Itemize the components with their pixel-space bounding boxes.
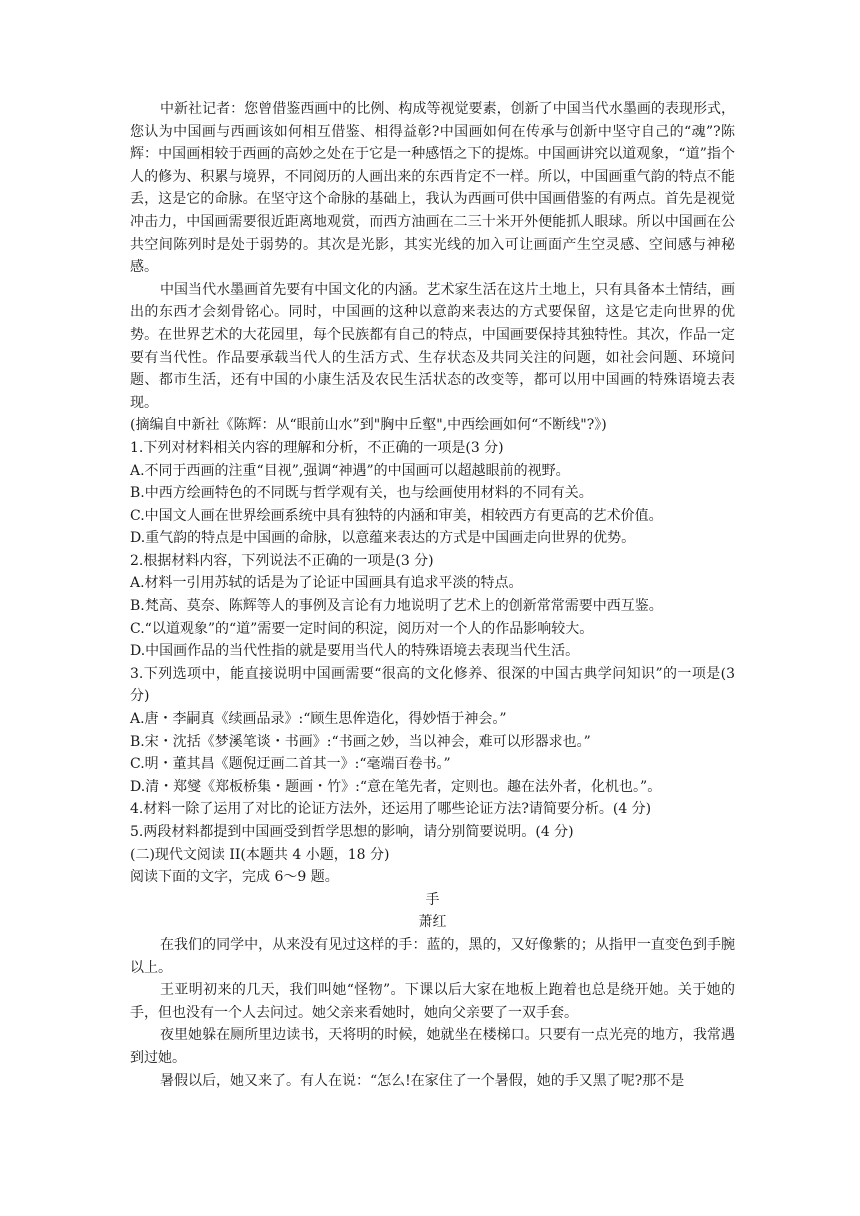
question-5: 5.两段材料都提到中国画受到哲学思想的影响，请分别简要说明。(4 分) [130,824,574,840]
material-paragraph-1: 中新社记者：您曾借鉴西画中的比例、构成等视觉要素，创新了中国当代水墨画的表现形式，您认为中国画与西画该如何相互借鉴、相得益彰?中国画如何在传承与创新中坚守自己的“魂”?陈辉：中国画相较于西画的高妙之处在于它是一种感悟之下的提炼。中国画讲究以道观象，“道”指个人的修为、积累与境界，不同阅历的人画出来的东西肯定不一样。所以，中国画重气韵的特点不能丢，这是它的命脉。在坚守这个命脉的基础上，我认为西画可供中国画借鉴的有两点。首先是视觉冲击力，中国画需要很近距离地观赏，而西方油画在二三十米开外便能抓人眼球。所以中国画在公共空间陈列时是处于弱势的。其次是光影，其实光线的加入可让画面产生空灵感、空间感与神秘感。 [130,101,735,276]
story-paragraph-3: 夜里她躲在厕所里边读书，天将明的时候，她就坐在楼梯口。只要有一点光亮的地方，我常遇到过她。 [130,1027,735,1066]
story-paragraph-1: 在我们的同学中，从来没有见过这样的手：蓝的，黑的，又好像紫的；从指甲一直变色到手腕以上。 [130,936,735,976]
document-page [130,98,735,1092]
question-3-option-b: B.宋・沈括《梦溪笔谈・书画》:“书画之妙，当以神会，难可以形器求也。” [130,733,591,750]
question-2-option-c: C.“以道观象”的“道”需要一定时间的积淀，阅历对一个人的作品影响较大。 [130,620,594,637]
question-1-stem: 1.下列对材料相关内容的理解和分析，不正确的一项是(3 分) [130,439,504,456]
story-author: 萧红 [418,914,447,931]
question-2-option-b: B.梵高、莫奈、陈辉等人的事例及言论有力地说明了艺术上的创新常常需要中西互鉴。 [130,598,663,615]
question-2-option-a: A.材料一引用苏轼的话是为了论证中国画具有追求平淡的特点。 [130,575,523,592]
question-2-stem: 2.根据材料内容，下列说法不正确的一项是(3 分) [130,552,434,569]
story-paragraph-2: 王亚明初来的几天，我们叫她“怪物”。下课以后大家在地板上跑着也总是绕开她。关于她的手，但也没有一个人去问过。她父亲来看她时，她向父亲要了一双手套。 [130,982,735,1021]
question-3-stem: 3.下列选项中，能直接说明中国画需要“很高的文化修养、很深的中国古典学问知识”的一项是(3 分) [130,665,735,705]
question-1-option-c: C.中国文人画在世界绘画系统中具有独特的内涵和审美，相较西方有更高的艺术价值。 [130,507,663,524]
question-1-option-a: A.不同于西画的注重“目视”,强调“神遇”的中国画可以超越眼前的视野。 [130,462,570,479]
material-paragraph-2: 中国当代水墨画首先要有中国文化的内涵。艺术家生活在这片土地上，只有具备本土情结，画出的东西才会刻骨铭心。同时，中国画的这种以意韵来表达的方式要保留，这是它走向世界的优势。在世界艺术的大花园里，每个民族都有自己的特点，中国画要保持其独特性。其次，作品一定要有当代性。作品要承载当代人的生活方式、生存状态及共同关注的问题，如社会问题、环境问题、都市生活，还有中国的小康生活及农民生活状态的改变等，都可以用中国画的特殊语境去表现。 [130,281,735,411]
story-title: 手 [425,891,440,908]
question-3-option-d: D.清・郑燮《郑板桥集・题画・竹》:“意在笔先者，定则也。趣在法外者，化机也。”。 [130,778,662,795]
question-2-option-d: D.中国画作品的当代性指的就是要用当代人的特殊语境去表现当代生活。 [130,643,580,660]
story-paragraph-4: 暑假以后，她又来了。有人在说：“怎么!在家住了一个暑假，她的手又黑了呢?那不是 [160,1072,685,1089]
source-note: (摘编自中新社《陈辉：从“眼前山水”到"胸中丘壑",中西绘画如何“不断线"?》) [130,417,607,434]
question-3-option-a: A.唐・李嗣真《续画品录》:“顾生思侔造化，得妙悟于神会。” [130,711,507,728]
section-2-heading: (二)现代文阅读 II(本题共 4 小题，18 分) [130,846,390,863]
section-2-instruction: 阅读下面的文字，完成 6～9 题。 [130,869,339,886]
question-1-option-d: D.重气韵的特点是中国画的命脉，以意蕴来表达的方式是中国画走向世界的优势。 [130,530,636,547]
question-4: 4.材料一除了运用了对比的论证方法外，还运用了哪些论证方法?请简要分析。(4 分) [130,801,652,818]
question-1-option-b: B.中西方绘画特色的不同既与哲学观有关，也与绘画使用材料的不同有关。 [130,485,593,502]
question-3-option-c: C.明・董其昌《题倪迂画二首其一》:“毫端百卷书。” [130,756,451,773]
